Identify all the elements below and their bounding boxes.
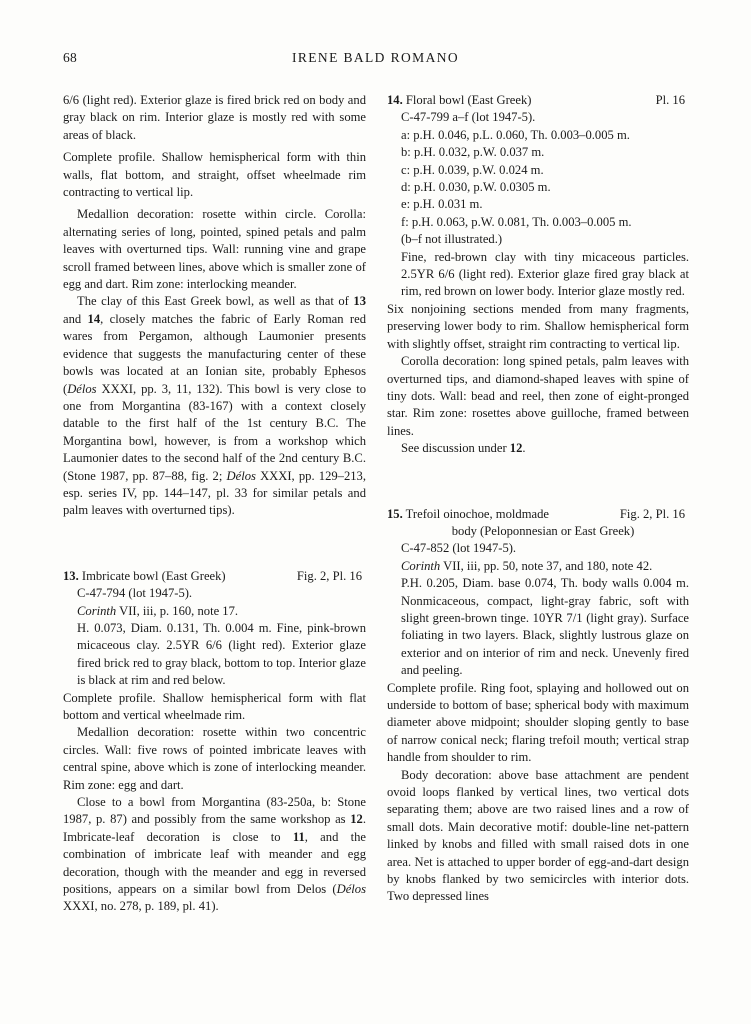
entry-14-heading: [387, 92, 685, 109]
entry-ref: 12: [509, 441, 523, 456]
entry-13-catalog: [63, 585, 366, 689]
left-column: [63, 92, 366, 916]
citation-title: Corinth: [401, 558, 441, 573]
citation-title: Délos: [226, 468, 256, 483]
entry-15-heading: [387, 506, 689, 541]
entry-13-heading: [63, 568, 362, 585]
right-column: [387, 92, 689, 906]
paragraph: Complete profile. Shallow hemispherical form with thin walls, flat bottom, and straight, offset wheelmade rim contracting to vertical lip.: [63, 150, 366, 200]
paragraph: Complete profile. Ring foot, splaying and hollowed out on underside to bottom of base; spherical body with maximum diameter above midpoint; shoulder sloping gently to base of narrow conical neck; flaring trefoil mouth; vertical strap handle from shoulder to rim.: [387, 680, 689, 765]
text-run: XXXI, pp. 3, 11, 132). This bowl is very close to one from Morgantina (83-167) with a context closely datable to the first half of the 1st century B.C. The Morgantina bowl, however, is from a workshop which Laumonier dates to the second half of the 2nd century B.C. (Stone 1987, pp. 87–88, fig. 2;: [63, 381, 366, 483]
text-run: .: [522, 441, 526, 456]
text-run: and: [63, 311, 88, 326]
inventory-number: C-47-799 a–f (lot 1947-5).: [401, 110, 536, 125]
dimension-line: f: p.H. 0.063, p.W. 0.081, Th. 0.003–0.005 m.: [401, 214, 632, 229]
bibliography: [401, 558, 689, 575]
inventory-number: C-47-852 (lot 1947-5).: [401, 541, 517, 556]
entry-number: 13.: [63, 568, 79, 583]
entry-title: Floral bowl (East Greek): [402, 93, 532, 107]
text-run: VII, iii, p. 160, note 17.: [116, 603, 239, 618]
entry-ref: 12: [350, 812, 363, 827]
text-run: VII, iii, pp. 50, note 37, and 180, note 42.: [440, 558, 653, 573]
bibliography: [77, 603, 366, 620]
text-run: The clay of this East Greek bowl, as well as that of: [77, 294, 354, 309]
description: H. 0.073, Diam. 0.131, Th. 0.004 m. Fine, pink-brown micaceous clay. 2.5YR 6/6 (light red). Exterior glaze fired brick red to gray black, bottom to top. Interior glaze is black at rim and red below.: [77, 620, 366, 688]
text-run: , and the combination of imbricate leaf with meander and egg decoration, though with the meander and egg in reversed positions, appears on a similar bowl from Delos (: [63, 829, 367, 897]
description: P.H. 0.205, Diam. base 0.074, Th. body walls 0.004 m. Nonmicaceous, compact, light-gray fabric, soft with slight green-brown tinge. 10YR 7/1 (light gray). Surface foliating in two layers. Black, slightly lustrous glaze on exterior and on interior of rim and neck. Unevenly fired and peeling.: [401, 576, 689, 678]
paragraph: Medallion decoration: rosette within circle. Corolla: alternating series of long, pointed, spined petals and palm leaves with overturned tips. Wall: running vine and grape scroll framed between lines, above which is smaller zone of egg and dart. Rim zone: interlocking meander.: [63, 207, 366, 292]
paragraph: [63, 794, 366, 916]
entry-number: 14.: [387, 93, 403, 107]
figure-ref: Fig. 2, Pl. 16: [619, 506, 685, 521]
paragraph: [387, 440, 689, 457]
entry-title: Trefoil oinochoe, moldmade: [402, 506, 549, 521]
figure-ref: Fig. 2, Pl. 16: [296, 568, 362, 583]
text-run: . Imbricate-leaf decoration is close to: [63, 812, 366, 844]
page-header: [0, 50, 751, 74]
entry-ref: 13: [353, 294, 366, 309]
text-run: , closely matches the fabric of Early Roman red wares from Pergamon, although Laumonier presents evidence that suggests the manufacturing center of these bowls was located at an Ionian site, probably Ephesos (: [63, 311, 366, 396]
text-run: Close to a bowl from Morgantina (83-250a, b: Stone 1987, p. 87) and possibly from the same workshop as: [63, 795, 366, 827]
entry-ref: 14: [87, 311, 101, 326]
paragraph: Corolla decoration: long spined petals, palm leaves with overturned tips, and diamond-shaped leaves with spine of tiny dots. Wall: bead and reel, then zone of eight-pronged star. Rim zone: rosettes above guilloche, framed between lines.: [387, 354, 689, 438]
text-run: XXXI, no. 278, p. 189, pl. 41).: [63, 899, 219, 914]
text-run: XXXI, pp. 129–213, esp. series IV, pp. 144–147, pl. 33 for similar petals and palm leaves with overturned tips).: [63, 468, 366, 518]
dimension-line: (b–f not illustrated.): [401, 232, 503, 247]
dimension-line: a: p.H. 0.046, p.L. 0.060, Th. 0.003–0.005 m.: [401, 127, 630, 142]
dimension-line: c: p.H. 0.039, p.W. 0.024 m.: [401, 162, 544, 177]
entry-title: Imbricate bowl (East Greek): [78, 568, 226, 583]
citation-title: Délos: [336, 882, 366, 897]
paragraph: [63, 293, 366, 519]
citation-title: Corinth: [77, 603, 117, 618]
entry-14-catalog: [387, 109, 689, 300]
paragraph: Medallion decoration: rosette within two concentric circles. Wall: five rows of pointed imbricate leaves with central spine, above which is zone of interlocking meander. Rim zone: egg and dart.: [63, 725, 366, 792]
entry-number: 15.: [387, 506, 403, 521]
page-number: 68: [63, 50, 78, 65]
dimension-line: b: p.H. 0.032, p.W. 0.037 m.: [401, 145, 545, 160]
dimension-line: d: p.H. 0.030, p.W. 0.0305 m.: [401, 180, 551, 195]
entry-15-catalog: [387, 540, 689, 679]
paragraph: Complete profile. Shallow hemispherical form with flat bottom and vertical wheelmade rim.: [63, 690, 366, 722]
entry-ref: 11: [292, 829, 305, 844]
entry-title-continued: body (Peloponnesian or East Greek): [451, 523, 635, 538]
description: Fine, red-brown clay with tiny micaceous particles. 2.5YR 6/6 (light red). Exterior glaze fired gray black at rim, red brown on lower body. Interior glaze mostly red.: [401, 249, 689, 299]
paragraph: Body decoration: above base attachment are pendent ovoid loops flanked by vertical lines, two vertical dots separating them; above are two raised lines and a row of small dots. Main decorative motif: double-line net-pattern linked by knobs and filled with small raised dots in one area. Net is attached to upper border of egg-and-dart design by knobs flanked by two semicircles with interior dots. Two depressed lines: [387, 767, 689, 904]
dimension-line: e: p.H. 0.031 m.: [401, 197, 483, 212]
text-run: See discussion under: [401, 441, 510, 456]
figure-ref: Pl. 16: [655, 93, 685, 107]
paragraph: 6/6 (light red). Exterior glaze is fired brick red on body and gray black on rim. Interior glaze is mostly red with some areas of black.: [63, 93, 366, 142]
inventory-number: C-47-794 (lot 1947-5).: [77, 586, 193, 601]
paragraph: Six nonjoining sections mended from many fragments, preserving lower body to rim. Shallow hemispherical form with slightly offset, straight rim contracting to vertical lip.: [387, 301, 689, 351]
running-head: IRENE BALD ROMANO: [291, 50, 460, 65]
citation-title: Délos: [67, 381, 97, 396]
